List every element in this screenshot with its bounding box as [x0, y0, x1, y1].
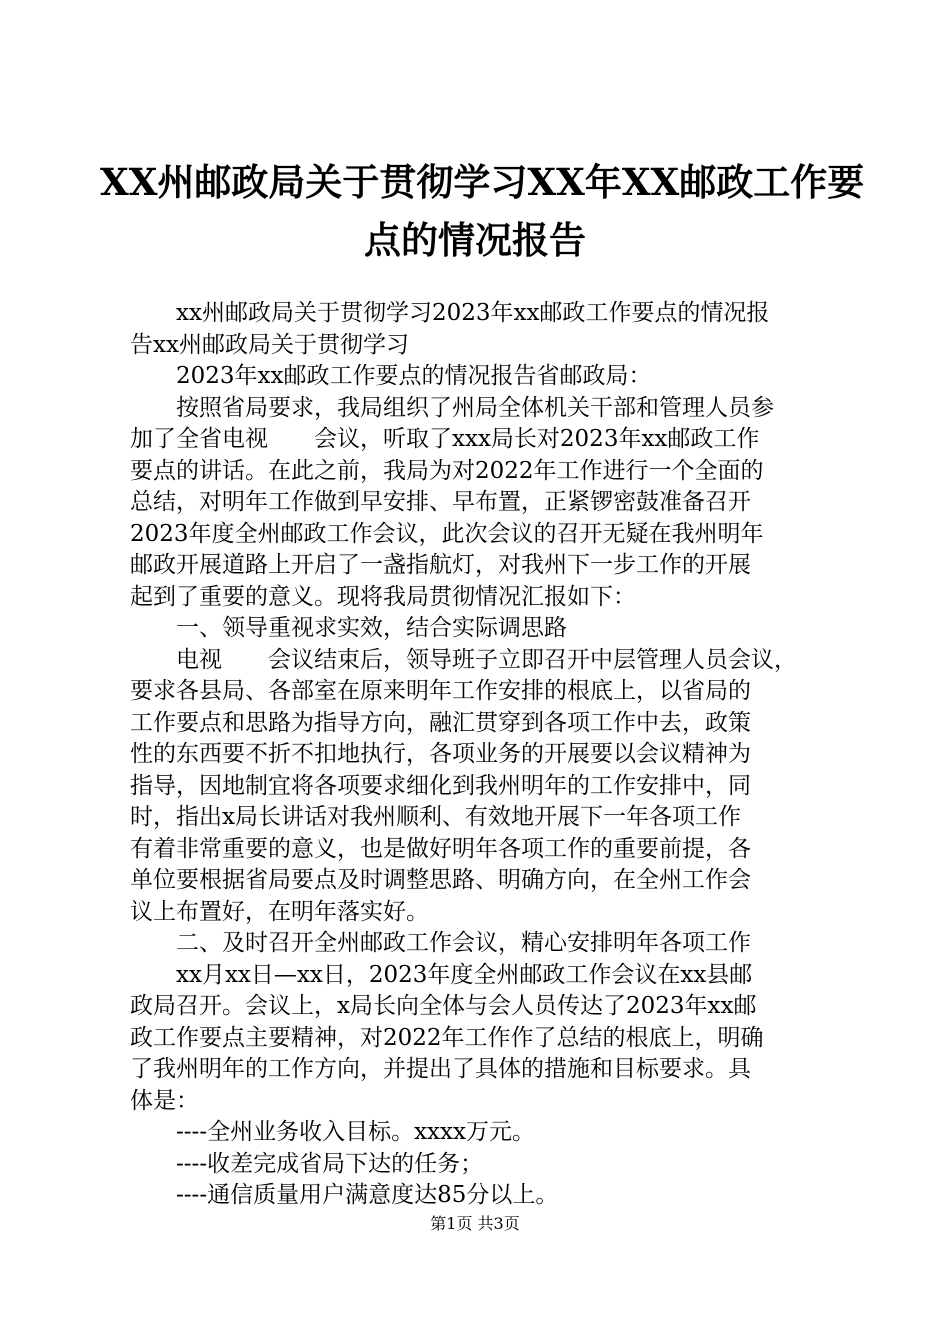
list-item: ----通信质量用户满意度达85分以上。 — [130, 1182, 559, 1208]
body-line: 2023年度全州邮政工作会议，此次会议的召开无疑在我州明年 — [130, 521, 764, 547]
body-line: 要求各县局、各部室在原来明年工作安排的根底上，以省局的 — [130, 678, 751, 704]
body-line: 了我州明年的工作方向，并提出了具体的措施和目标要求。具 — [130, 1056, 751, 1082]
body-line: 政局召开。会议上，x局长向全体与会人员传达了2023年xx邮 — [130, 993, 757, 1019]
document-title-line-1: XX州邮政局关于贯彻学习XX年XX邮政工作要 — [100, 160, 865, 204]
body-line: 时，指出x局长讲话对我州顺利、有效地开展下一年各项工作 — [130, 804, 741, 830]
list-item: ----收差完成省局下达的任务； — [130, 1151, 484, 1177]
body-line: 政工作要点主要精神，对2022年工作作了总结的根底上，明确 — [130, 1025, 764, 1051]
body-line: 告xx州邮政局关于贯彻学习 — [130, 332, 409, 358]
body-line: 议上布置好，在明年落实好。 — [130, 899, 429, 925]
body-line: 体是： — [130, 1088, 199, 1114]
document-title-line-2: 点的情况报告 — [364, 218, 586, 262]
body-line: 加了全省电视 会议，听取了xxx局长对2023年xx邮政工作 — [130, 426, 760, 452]
body-line: 按照省局要求，我局组织了州局全体机关干部和管理人员参 — [130, 395, 774, 421]
body-line: 要点的讲话。在此之前，我局为对2022年工作进行一个全面的 — [130, 458, 764, 484]
body-line: 有着非常重要的意义，也是做好明年各项工作的重要前提，各 — [130, 836, 751, 862]
section-heading-2: 二、及时召开全州邮政工作会议，精心安排明年各项工作 — [130, 930, 751, 956]
list-item: ----全州业务收入目标。xxxx万元。 — [130, 1119, 535, 1145]
page-footer: 第1页 共3页 — [430, 1214, 520, 1233]
body-line: 2023年xx邮政工作要点的情况报告省邮政局： — [130, 363, 652, 389]
body-line: 电视 会议结束后，领导班子立即召开中层管理人员会议， — [130, 647, 797, 673]
body-line: xx州邮政局关于贯彻学习2023年xx邮政工作要点的情况报 — [130, 300, 770, 326]
body-line: 邮政开展道路上开启了一盏指航灯，对我州下一步工作的开展 — [130, 552, 751, 578]
body-line: 性的东西要不折不扣地执行，各项业务的开展要以会议精神为 — [130, 741, 751, 767]
body-line: 起到了重要的意义。现将我局贯彻情况汇报如下： — [130, 584, 636, 610]
body-line: 单位要根据省局要点及时调整思路、明确方向，在全州工作会 — [130, 867, 751, 893]
body-line: 指导，因地制宜将各项要求细化到我州明年的工作安排中，同 — [130, 773, 751, 799]
section-heading-1: 一、领导重视求实效，结合实际调思路 — [130, 615, 567, 641]
body-line: xx月xx日—xx日，2023年度全州邮政工作会议在xx县邮 — [130, 962, 753, 988]
body-line: 工作要点和思路为指导方向，融汇贯穿到各项工作中去，政策 — [130, 710, 751, 736]
body-line: 总结，对明年工作做到早安排、早布置，正紧锣密鼓准备召开 — [130, 489, 751, 515]
